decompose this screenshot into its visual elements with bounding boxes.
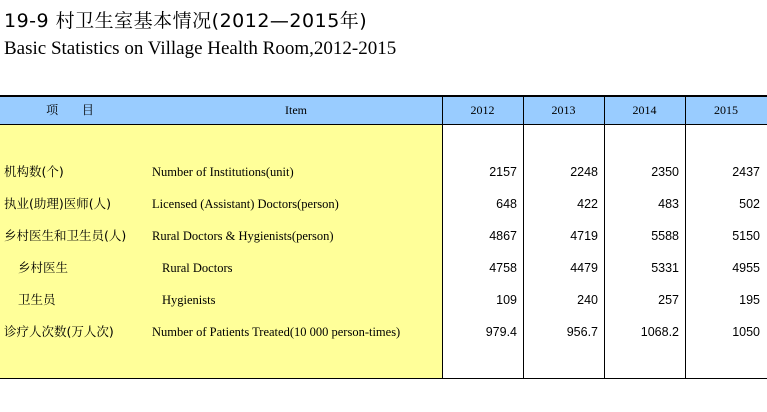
row-label-cn: 机构数(个)	[4, 164, 64, 179]
row-label-cn: 诊疗人次数(万人次)	[4, 324, 114, 339]
cell-value: 648	[496, 197, 517, 211]
row-label-en: Hygienists	[162, 293, 216, 307]
row-label-en: Rural Doctors & Hygienists(person)	[152, 229, 334, 243]
header-year-2014: 2014	[632, 103, 657, 117]
cell-value: 257	[658, 293, 679, 307]
row-label-cn: 卫生员	[18, 292, 56, 307]
row-label-cn: 执业(助理)医师(人)	[4, 196, 112, 211]
header-year-2012: 2012	[470, 103, 495, 117]
table-title-chinese: 19-9 村卫生室基本情况(2012—2015年)	[4, 10, 368, 32]
header-year-2013: 2013	[551, 103, 576, 117]
row-label-en: Licensed (Assistant) Doctors(person)	[152, 197, 339, 211]
header-item-en: Item	[285, 103, 307, 117]
table-row	[0, 194, 767, 214]
table-row	[0, 226, 767, 246]
cell-value: 1068.2	[640, 325, 679, 339]
cell-value: 109	[496, 293, 517, 307]
row-label-en: Number of Patients Treated(10 000 person-times)	[152, 325, 401, 339]
row-label-cn: 乡村医生	[18, 260, 69, 275]
cell-value: 1050	[732, 325, 760, 339]
cell-value: 979.4	[485, 325, 517, 339]
row-label-en: Rural Doctors	[162, 261, 233, 275]
header-item-cn: 项 目	[46, 103, 104, 117]
cell-value: 5150	[732, 229, 760, 243]
cell-value: 4719	[570, 229, 598, 243]
cell-value: 422	[577, 197, 598, 211]
table-row	[0, 162, 767, 182]
table-row	[0, 290, 767, 310]
table-row	[0, 258, 767, 278]
cell-value: 5588	[651, 229, 679, 243]
cell-value: 502	[739, 197, 760, 211]
cell-value: 4479	[570, 261, 598, 275]
cell-value: 2157	[489, 165, 517, 179]
cell-value: 483	[658, 197, 679, 211]
row-label-cn: 乡村医生和卫生员(人)	[4, 228, 127, 243]
table-title-english: Basic Statistics on Village Health Room,2012-2015	[4, 38, 397, 59]
bottom-rule	[0, 378, 767, 379]
cell-value: 4955	[732, 261, 760, 275]
cell-value: 2437	[732, 165, 760, 179]
cell-value: 4758	[489, 261, 517, 275]
header-year-2015: 2015	[714, 103, 738, 117]
row-label-en: Number of Institutions(unit)	[152, 165, 294, 179]
cell-value: 4867	[489, 229, 517, 243]
cell-value: 240	[577, 293, 598, 307]
cell-value: 2248	[570, 165, 598, 179]
table-row	[0, 322, 767, 342]
cell-value: 2350	[651, 165, 679, 179]
cell-value: 195	[739, 293, 760, 307]
cell-value: 956.7	[566, 325, 598, 339]
cell-value: 5331	[651, 261, 679, 275]
